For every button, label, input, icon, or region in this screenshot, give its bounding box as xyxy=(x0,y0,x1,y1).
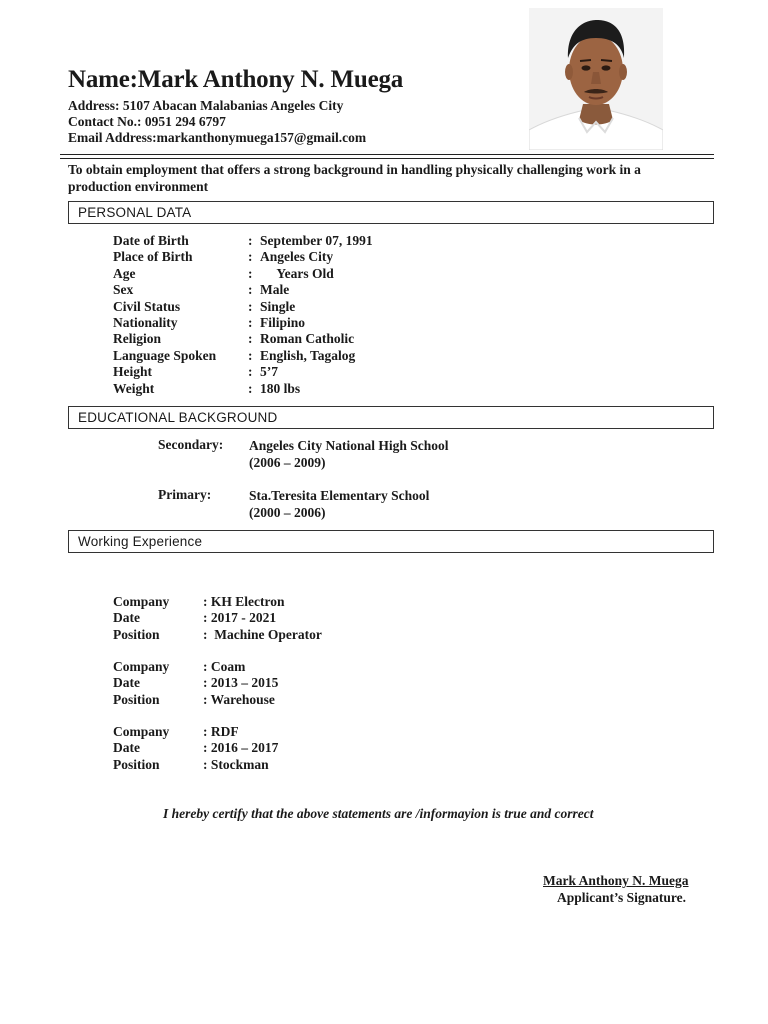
primary-label: Primary: xyxy=(158,487,212,502)
personal-data-colon: : xyxy=(248,249,253,265)
personal-data-colon: : xyxy=(248,298,253,314)
personal-data-label: Civil Status xyxy=(113,298,181,314)
work-position-label: Position xyxy=(113,691,160,707)
work-position-label: Position xyxy=(113,756,160,772)
secondary-years: (2006 – 2009) xyxy=(249,455,326,470)
header-divider-bottom xyxy=(60,158,714,159)
personal-data-label: Sex xyxy=(113,282,134,298)
personal-data-label: Place of Birth xyxy=(113,249,193,265)
work-position-label: Position xyxy=(113,626,160,642)
personal-data-colon: : xyxy=(248,364,253,380)
email-address: Email Address:markanthonymuega157@gmail.com xyxy=(68,130,367,145)
personal-data-colon: : xyxy=(248,315,253,330)
work-company-label: Company xyxy=(113,724,170,739)
section-educational-background: EDUCATIONAL BACKGROUND xyxy=(68,406,714,429)
personal-data-colon: : xyxy=(248,347,253,363)
work-position-value: : Warehouse xyxy=(203,691,275,707)
personal-data-label: Language Spoken xyxy=(113,347,217,363)
work-company-value: : RDF xyxy=(203,724,239,739)
work-position-value: : Machine Operator xyxy=(203,626,322,642)
certification-statement: I hereby certify that the above statements are /informayion is true and correct xyxy=(163,806,594,821)
section-personal-data: PERSONAL DATA xyxy=(68,201,714,224)
work-company-value: : Coam xyxy=(203,659,246,674)
personal-data-value: Filipino xyxy=(260,315,306,330)
personal-data-colon: : xyxy=(248,282,253,298)
work-date-value: : 2016 – 2017 xyxy=(203,740,279,756)
work-company-label: Company xyxy=(113,594,170,609)
personal-data-label: Date of Birth xyxy=(113,233,189,248)
personal-data-value: 180 lbs xyxy=(260,380,301,396)
personal-data-colon: : xyxy=(248,265,253,281)
personal-data-value: Roman Catholic xyxy=(260,331,355,347)
personal-data-colon: : xyxy=(248,380,253,396)
primary-school: Sta.Teresita Elementary School xyxy=(249,488,430,503)
primary-years: (2000 – 2006) xyxy=(249,505,326,520)
work-date-label: Date xyxy=(113,675,140,691)
contact-number: Contact No.: 0951 294 6797 xyxy=(68,114,226,129)
work-date-value: : 2017 - 2021 xyxy=(203,610,277,626)
personal-data-label: Height xyxy=(113,364,152,380)
personal-data-colon: : xyxy=(248,331,253,347)
work-position-value: : Stockman xyxy=(203,756,269,772)
work-date-label: Date xyxy=(113,740,140,756)
header-divider-top xyxy=(60,154,714,155)
personal-data-value: Single xyxy=(260,298,296,314)
address-line: Address: 5107 Abacan Malabanias Angeles City xyxy=(68,98,344,113)
secondary-label: Secondary: xyxy=(158,437,224,452)
work-date-value: : 2013 – 2015 xyxy=(203,675,279,691)
secondary-school: Angeles City National High School xyxy=(249,438,449,453)
applicant-photo xyxy=(529,8,663,150)
section-working-experience: Working Experience xyxy=(68,530,714,553)
personal-data-label: Religion xyxy=(113,331,162,347)
career-objective: To obtain employment that offers a strong background in handling physically challenging work in a production environment xyxy=(68,162,641,194)
personal-data-value: English, Tagalog xyxy=(260,347,356,363)
personal-data-colon: : xyxy=(248,233,253,248)
personal-data-label: Nationality xyxy=(113,315,178,330)
personal-data-label: Age xyxy=(113,265,136,281)
signature-name: Mark Anthony N. Muega xyxy=(543,873,689,888)
work-date-label: Date xyxy=(113,610,140,626)
personal-data-value: September 07, 1991 xyxy=(260,233,373,248)
personal-data-value: Years Old xyxy=(260,265,334,281)
personal-data-value: Male xyxy=(260,282,290,298)
personal-data-value: Angeles City xyxy=(260,249,334,265)
personal-data-value: 5’7 xyxy=(260,364,278,380)
work-company-value: : KH Electron xyxy=(203,594,285,609)
signature-label: Applicant’s Signature. xyxy=(557,890,687,905)
applicant-name: Name:Mark Anthony N. Muega xyxy=(68,66,404,93)
work-company-label: Company xyxy=(113,659,170,674)
personal-data-label: Weight xyxy=(113,380,155,396)
